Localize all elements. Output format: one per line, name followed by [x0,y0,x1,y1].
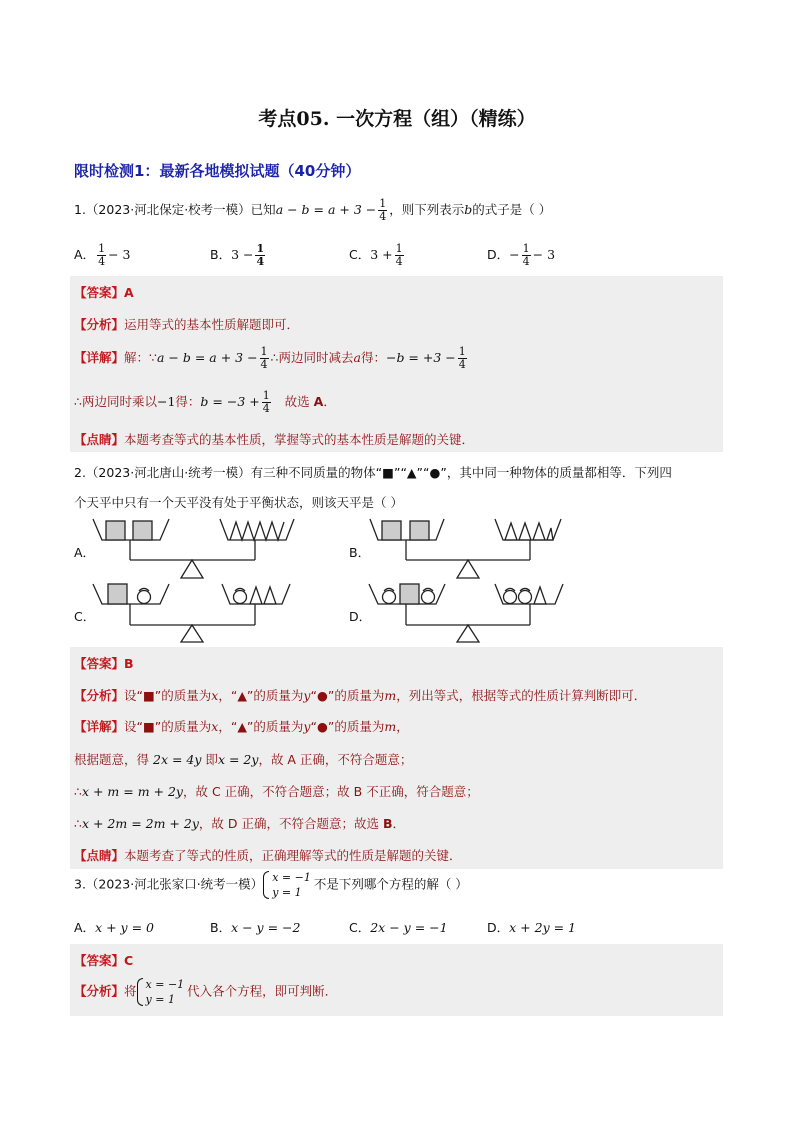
balance-a [93,519,294,578]
q3-option-d: D．x + 2y = 1 [487,920,576,935]
q1-option-c: C．3 + $\frac{1}{4}$ [349,242,403,268]
q1-analysis: 【分析】运用等式的基本性质解题即可． [74,317,300,332]
q2-detail-line2: 根据题意，得 2x = 4y 即x = 2y，故 A 正确，不符合题意； [74,752,413,767]
page-title: 考点05. 一次方程（组）（精练） [258,108,536,130]
balance-b [370,519,561,578]
q1-answer: 【答案】A [74,285,134,300]
q3-stem: 3.（2023·河北张家口·统考一模） x = −1 y = 1 不是下列哪个方程的解（ ） [74,871,468,899]
q1-option-b: B．3 − $\frac{1}{4}$ [210,242,265,268]
balance-d [369,584,563,642]
q3-option-c: C．2x − y = −1 [349,920,448,935]
section-heading: 限时检测1：最新各地模拟试题（40分钟） [74,162,361,180]
q1-detail-line2: ∴两边同时乘以−1得：b = −3 + $\frac{1}{4}$ 故选 A． [74,389,336,415]
q2-detail-line3: ∴x + m = m + 2y，故 C 正确，不符合题意；故 B 不正确，符合题意； [74,784,479,799]
q2-detail-line1: 【详解】设“■”的质量为x，“▲”的质量为y“●”的质量为m， [74,719,409,734]
q2-option-c: C． [74,609,96,624]
q3-answer: 【答案】C [74,953,134,968]
q1-comment: 【点睛】本题考查等式的基本性质，掌握等式的基本性质是解题的关键． [74,432,475,447]
q2-stem-line1: 2.（2023·河北唐山·统考一模）有三种不同质量的物体“■”“▲”“●”，其中同一种物体的质量都相等．下列四 [74,465,672,480]
q1-option-d: D．− $\frac{1}{4}$ − 3 [487,242,556,268]
q2-detail-line4: ∴x + 2m = 2m + 2y，故 D 正确，不符合题意；故选 B． [74,816,405,831]
q3-analysis: 【分析】将 x = −1 y = 1 代入各个方程，即可判断． [74,978,338,1006]
q2-option-a: A． [74,545,96,560]
q3-option-a: A．x + y = 0 [74,920,154,935]
q1-stem: 1.（2023·河北保定·校考一模）已知a − b = a + 3 − $\frac{1}{4}$ ，则下列表示b的式子是（ ） [74,197,552,223]
balance-c [93,584,290,642]
q2-analysis: 【分析】设“■”的质量为x，“▲”的质量为y“●”的质量为m，列出等式，根据等式的性质计算判断即可． [74,688,647,703]
q2-option-b: B． [349,545,371,560]
q2-comment: 【点睛】本题考查了等式的性质，正确理解等式的性质是解题的关键． [74,848,462,863]
q2-stem-line2: 个天平中只有一个天平没有处于平衡状态，则该天平是（ ） [74,495,403,510]
q1-option-a: A． $\frac{1}{4}$ − 3 [74,242,131,268]
q3-option-b: B．x − y = −2 [210,920,301,935]
q2-answer: 【答案】B [74,656,134,671]
q1-detail-line1: 【详解】解：∵a − b = a + 3 − $\frac{1}{4}$ ∴两边同时减去a得：−b = +3 − $\frac{1}{4}$ [74,345,466,371]
q2-option-d: D． [349,609,372,624]
